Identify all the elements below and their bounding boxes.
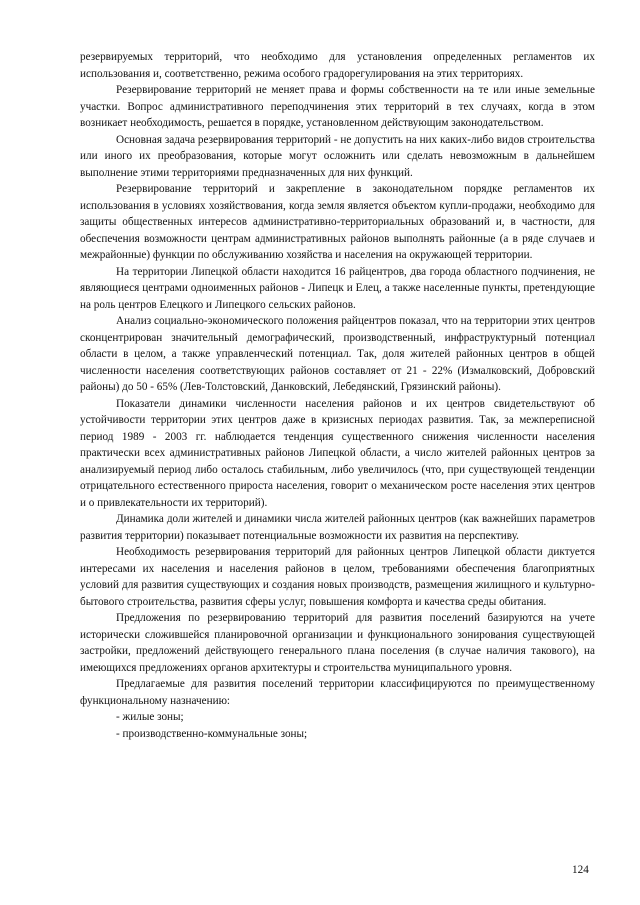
paragraph: Предлагаемые для развития поселений территории классифицируются по преимущественному функциональному назначению: [80,678,595,707]
paragraph: Анализ социально-экономического положения райцентров показал, что на территории этих центров сконцентрирован значительный демографический, производственный, инфраструктурный потенциал области в целом, а также управленческий потенциал. Так, доля жителей районных центров в общей численности населения соответствующих районов составляет от 21 - 22% (Измалковский, Добровский районы) до 50 - 65% (Лев-Толстовский, Данковский, Лебедянский, Грязинский районы). [80,315,595,393]
paragraph: Показатели динамики численности населения районов и их центров свидетельствуют об устойчивости территории этих центров даже в кризисных периодах развития. Так, за межпереписной период 1989 - 2003 гг. наблюдается тенденция существенного снижения численности населения практически всех административных районов Липецкой области, а число жителей районных центров за анализируемый период либо осталось стабильным, либо увеличилось (что, при существующей тенденции отрицательного естественного прироста населения, говорит о механическом росте населения этих центров и о привлекательности их территорий). [80,397,595,509]
paragraph: Динамика доли жителей и динамики числа жителей районных центров (как важнейших параметров развития территории) показывает потенциальные возможности их развития на перспективу. [80,513,595,542]
paragraph: Необходимость резервирования территорий для районных центров Липецкой области диктуется интересами их населения и населения районов в целом, требованиями обеспечения благоприятных условий для развития существующих и создания новых производств, размещения жилищного и культурно-бытового строительства, развития сферы услуг, повышения комфорта и качества среды обитания. [80,546,595,608]
paragraph: Резервирование территорий и закрепление в законодательном порядке регламентов их использования в условиях хозяйствования, когда земля является объектом купли-продажи, необходимо для защиты общественных интересов административно-территориальных образований и, в частности, для обеспечения возможности центрам административных районов выполнять районные (а в ряде случаев и межрайонные) функции по обслуживанию хозяйства и населения на окружающей территории. [80,183,595,261]
paragraph: Основная задача резервирования территорий - не допустить на них каких-либо видов строительства или иного их преобразования, которые могут осложнить или сделать невозможным в дальнейшем выполнение этими территориями предназначенных для них функций. [80,133,595,179]
page-number: 124 [572,864,589,876]
list-item: - производственно-коммунальные зоны; [116,727,308,740]
list-item: - жилые зоны; [116,711,184,723]
body-text [80,49,595,742]
paragraph: Предложения по резервированию территорий для развития поселений базируются на учете исторически сложившейся планировочной организации и функционального зонирования существующей застройки, предложений действующего генерального плана поселения (в случае наличия такового), на имеющихся предложениях органов архитектуры и строительства муниципального уровня. [80,612,595,674]
paragraph: Резервирование территорий не меняет права и формы собственности на те или иные земельные участки. Вопрос административного переподчинения этих территорий в тех случаях, когда в этом возникает необходимость, решается в порядке, установленном действующим законодательством. [80,84,595,129]
paragraph: На территории Липецкой области находится 16 райцентров, два города областного подчинения, не являющиеся центрами одноименных районов - Липецк и Елец, а также населенные пункты, претендующие на роль центров Елецкого и Липецкого сельских районов. [80,265,595,311]
paragraph: резервируемых территорий, что необходимо для установления определенных регламентов их использования и, соответственно, режима особого градорегулирования на этих территориях. [80,51,595,80]
